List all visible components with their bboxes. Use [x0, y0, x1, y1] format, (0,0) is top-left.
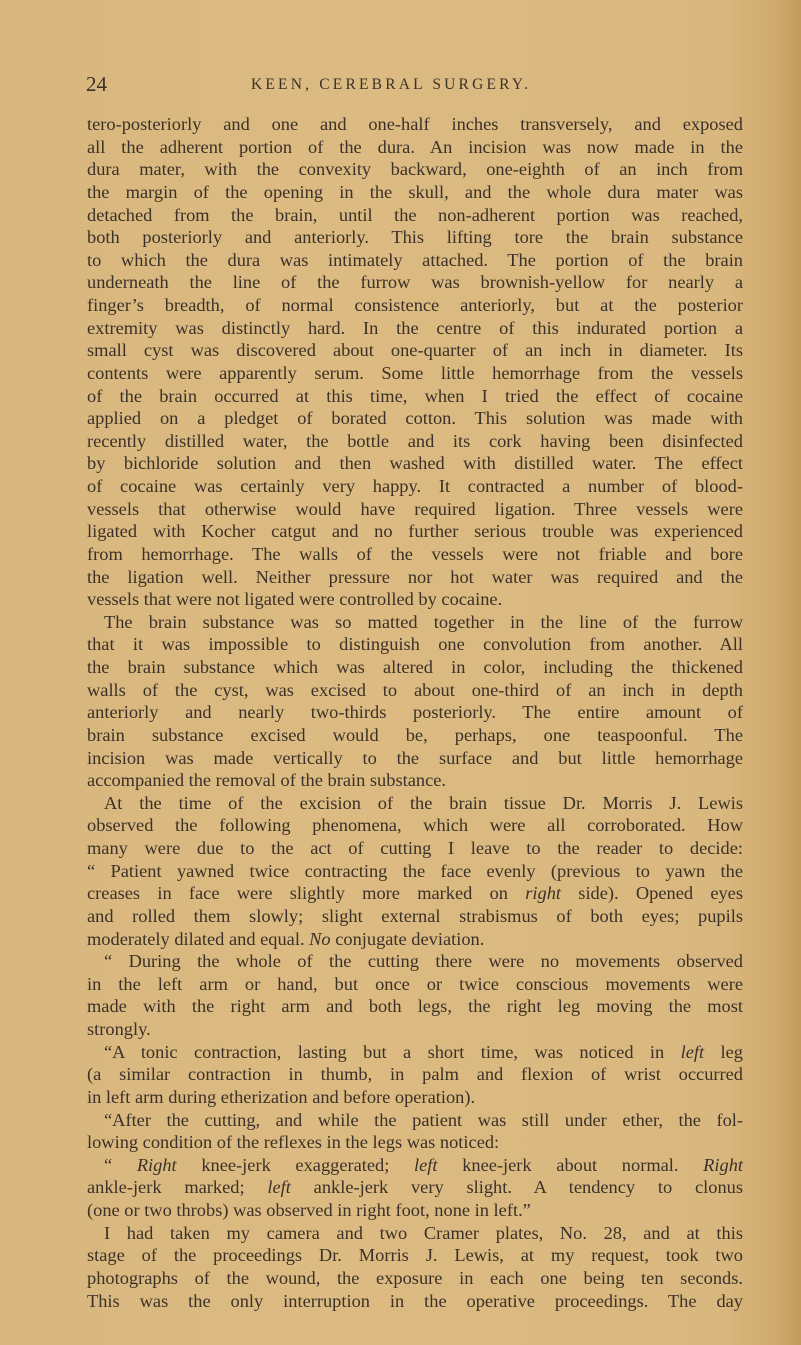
paragraph — [87, 950, 743, 1041]
text-line: stage of the proceedings Dr. Morris J. Lewis, at my request, took two — [87, 1245, 743, 1266]
text-line: This was the only interruption in the operative proceedings. The day — [87, 1290, 743, 1311]
text-line: lowing condition of the reflexes in the legs was noticed: — [87, 1132, 500, 1153]
paragraph — [87, 1109, 743, 1154]
text-segment: “ — [104, 1154, 137, 1175]
text-line: “ Patient yawned twice contracting the face evenly (previous to yawn the — [87, 860, 743, 881]
text-segment: conjugate deviation. — [330, 928, 485, 949]
text-line: by bichloride solution and then washed with distilled water. The effect — [87, 453, 743, 474]
text-line — [87, 928, 743, 951]
paragraph — [87, 1154, 743, 1222]
text-line: ligated with Kocher catgut and no further serious trouble was experienced — [87, 521, 743, 542]
text-line — [87, 1154, 743, 1177]
text-line: and rolled them slowly; slight external strabismus of both eyes; pupils — [87, 905, 743, 926]
text-line: of the brain occurred at this time, when I tried the effect of cocaine — [87, 385, 743, 406]
text-line: tero-posteriorly and one and one-half inches transversely, and exposed — [87, 114, 743, 134]
text-line: applied on a pledget of borated cotton. This solution was made with — [87, 408, 743, 429]
text-line: both posteriorly and anteriorly. This lifting tore the brain substance — [87, 227, 743, 248]
text-line: extremity was distinctly hard. In the centre of this indurated portion a — [87, 317, 743, 338]
paragraph — [87, 611, 743, 792]
text-segment: leg — [704, 1041, 743, 1062]
paragraph — [87, 792, 743, 950]
text-segment: moderately dilated and equal. — [87, 928, 310, 949]
text-line: that it was impossible to distinguish one convolution from another. All — [87, 634, 743, 655]
italic-text: Right — [703, 1154, 743, 1175]
italic-text: Right — [136, 1154, 177, 1175]
text-line: strongly. — [87, 1019, 151, 1039]
text-line: vessels that otherwise would have required ligation. Three vessels were — [87, 498, 743, 519]
text-line: “After the cutting, and while the patient was still under ether, the fol- — [104, 1109, 743, 1130]
text-line: the brain substance which was altered in color, including the thickened — [87, 657, 743, 677]
text-line: all the adherent portion of the dura. An incision was now made in the — [87, 136, 743, 157]
paragraph — [87, 113, 743, 611]
text-line: in the left arm or hand, but once or twice conscious movements were — [87, 973, 743, 994]
text-segment: “A tonic contraction, lasting but a short time, was noticed in — [104, 1041, 681, 1062]
text-line — [87, 1041, 743, 1064]
page-number: 24 — [86, 72, 107, 96]
text-line: the margin of the opening in the skull, and the whole dura mater was — [87, 181, 743, 202]
text-line: The brain substance was so matted together in the line of the furrow — [104, 611, 743, 632]
paragraph — [87, 1222, 743, 1313]
text-line: observed the following phenomena, which were all corroborated. How — [87, 815, 743, 836]
text-segment: ankle-jerk marked; — [87, 1177, 268, 1198]
text-line: many were due to the act of cutting I leave to the reader to decide: — [87, 838, 743, 858]
text-line: vessels that were not ligated were controlled by cocaine. — [87, 589, 503, 610]
text-line: of cocaine was certainly very happy. It contracted a number of blood- — [87, 476, 743, 496]
text-line: finger’s breadth, of normal consistence anteriorly, but at the posterior — [87, 295, 743, 315]
text-line: (a similar contraction in thumb, in palm and flexion of wrist occurred — [87, 1064, 743, 1085]
text-segment: knee-jerk exaggerated; — [176, 1154, 415, 1175]
italic-text: No — [309, 928, 331, 949]
text-line: I had taken my camera and two Cramer plates, No. 28, and at this — [104, 1222, 743, 1243]
text-segment: side). Opened eyes — [561, 883, 743, 904]
text-line: small cyst was discovered about one-quarter of an inch in diameter. Its — [87, 340, 743, 361]
text-line: photographs of the wound, the exposure in each one being ten seconds. — [87, 1267, 743, 1288]
text-line — [87, 1176, 743, 1199]
text-line: At the time of the excision of the brain tissue Dr. Morris J. Lewis — [104, 792, 743, 813]
text-line: recently distilled water, the bottle and its cork having been disinfected — [87, 430, 743, 451]
text-line: contents were apparently serum. Some little hemorrhage from the vessels — [87, 362, 743, 383]
italic-text: left — [414, 1154, 438, 1175]
text-line: the ligation well. Neither pressure nor hot water was required and the — [87, 566, 743, 587]
text-line: brain substance excised would be, perhaps, one teaspoonful. The — [87, 724, 743, 745]
text-segment: ankle-jerk very slight. A tendency to clonus — [290, 1177, 744, 1198]
text-line: “ During the whole of the cutting there were no movements observed — [104, 951, 743, 972]
text-line: to which the dura was intimately attached. The portion of the brain — [87, 249, 743, 270]
text-line: from hemorrhage. The walls of the vessels were not friable and bore — [87, 543, 743, 564]
italic-text: left — [680, 1041, 705, 1062]
text-segment: knee-jerk about normal. — [437, 1154, 704, 1175]
text-line: detached from the brain, until the non-adherent portion was reached, — [87, 204, 743, 225]
text-line: walls of the cyst, was excised to about one-third of an inch in depth — [87, 679, 743, 700]
page-header — [86, 72, 746, 102]
text-line: made with the right arm and both legs, the right leg moving the most — [87, 996, 743, 1017]
text-line — [87, 882, 743, 905]
italic-text: left — [267, 1177, 291, 1198]
text-line: underneath the line of the furrow was brownish-yellow for nearly a — [87, 272, 743, 293]
text-line: (one or two throbs) was observed in right foot, none in left.” — [87, 1200, 531, 1220]
text-line: in left arm during etherization and before operation). — [87, 1086, 476, 1107]
text-line: incision was made vertically to the surface and but little hemorrhage — [87, 747, 743, 768]
text-segment: creases in face were slightly more marked on — [87, 883, 526, 904]
running-title: KEEN, CEREBRAL SURGERY. — [251, 76, 532, 93]
text-line: accompanied the removal of the brain substance. — [87, 770, 446, 791]
text-line: dura mater, with the convexity backward, one-eighth of an inch from — [87, 159, 743, 180]
text-line: anteriorly and nearly two-thirds posteriorly. The entire amount of — [87, 702, 743, 723]
paragraph — [87, 1041, 743, 1109]
body-text — [87, 113, 743, 1312]
italic-text: right — [525, 883, 562, 904]
